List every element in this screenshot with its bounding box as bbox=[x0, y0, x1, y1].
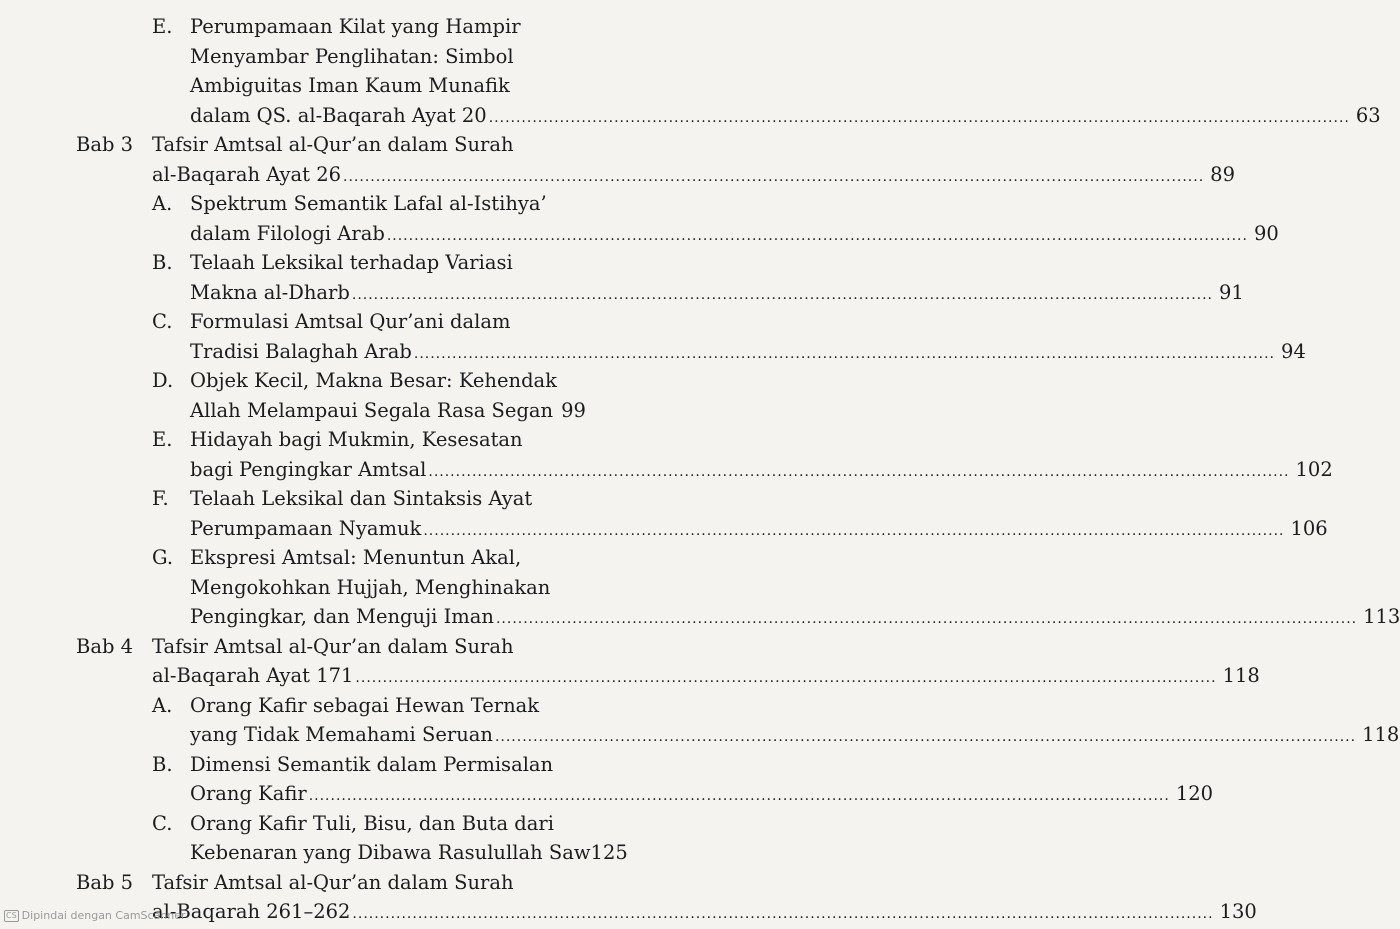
toc-entry-text: Objek Kecil, Makna Besar: Kehendak bbox=[190, 369, 557, 392]
section-letter: B. bbox=[152, 752, 173, 776]
page-number: 94 bbox=[1281, 339, 1306, 363]
section-title-line bbox=[190, 14, 521, 40]
chapter-title-line bbox=[152, 634, 514, 660]
page-number: 91 bbox=[1219, 280, 1244, 304]
page-number: 99 bbox=[561, 398, 586, 422]
section-letter: A. bbox=[152, 693, 173, 717]
leader-dots bbox=[352, 901, 1213, 927]
leader-dots bbox=[414, 341, 1275, 367]
leader-dots bbox=[355, 665, 1216, 691]
leader-dots bbox=[428, 459, 1289, 485]
leader-dots bbox=[496, 606, 1357, 632]
toc-entry-text: Orang Kafir bbox=[190, 782, 307, 805]
toc-entry-text: Hidayah bagi Mukmin, Kesesatan bbox=[190, 428, 523, 451]
section-title-line bbox=[190, 722, 1400, 750]
toc-entry-text: yang Tidak Memahami Seruan bbox=[190, 723, 493, 746]
toc-entry-text: Pengingkar, dan Menguji Iman bbox=[190, 605, 494, 628]
section-title-line bbox=[190, 604, 1400, 632]
page-number: 63 bbox=[1355, 103, 1381, 127]
section-letter: B. bbox=[152, 251, 173, 274]
toc-entry-text: Perumpamaan Kilat yang Hampir bbox=[190, 15, 521, 38]
toc-entry-text: Mengokohkan Hujjah, Menghinakan bbox=[190, 575, 551, 599]
page-number: 106 bbox=[1290, 516, 1328, 540]
section-title-line bbox=[190, 398, 586, 426]
page-number: 125 bbox=[590, 841, 628, 864]
section-title-line bbox=[190, 575, 550, 601]
toc-entry-text: bagi Pengingkar Amtsal bbox=[190, 457, 427, 481]
chapter-title-line bbox=[152, 870, 514, 896]
section-title-line bbox=[190, 752, 553, 778]
toc-entry-text: al-Baqarah Ayat 26 bbox=[152, 162, 342, 186]
chapter-label: Bab 3 bbox=[76, 133, 134, 156]
section-title-line bbox=[190, 693, 539, 719]
page-number: 89 bbox=[1210, 162, 1235, 186]
section-title-line bbox=[190, 545, 521, 571]
leader-dots bbox=[489, 105, 1350, 131]
section-title-line bbox=[190, 250, 513, 276]
page-number: 130 bbox=[1219, 900, 1257, 923]
section-letter: C. bbox=[152, 310, 173, 333]
page-number: 118 bbox=[1362, 723, 1400, 746]
section-title-line bbox=[190, 840, 628, 866]
chapter-title-line bbox=[152, 132, 514, 158]
toc-entry-text: al-Baqarah Ayat 171 bbox=[152, 664, 354, 687]
section-title-line bbox=[190, 103, 1381, 131]
section-title-line bbox=[190, 781, 1214, 809]
section-letter: D. bbox=[152, 369, 174, 392]
section-title-line bbox=[190, 339, 1306, 367]
section-letter: E. bbox=[152, 428, 173, 451]
section-title-line bbox=[190, 309, 511, 335]
section-title-line bbox=[190, 486, 532, 512]
toc-entry-text: dalam Filologi Arab bbox=[190, 221, 385, 245]
section-letter: G. bbox=[152, 546, 174, 569]
toc-entry-text: Dimensi Semantik dalam Permisalan bbox=[190, 752, 554, 776]
section-title-line bbox=[190, 427, 523, 453]
toc-entry-text: Formulasi Amtsal Qur’ani dalam bbox=[190, 310, 511, 333]
section-letter: C. bbox=[152, 811, 173, 835]
toc-entry-text: Ekspresi Amtsal: Menuntun Akal, bbox=[190, 546, 522, 569]
chapter-title-line bbox=[152, 899, 1257, 927]
leader-dots bbox=[495, 724, 1356, 750]
toc-entry-text: al-Baqarah 261–262 bbox=[152, 900, 351, 923]
page-number: 102 bbox=[1295, 457, 1333, 481]
toc-entry-text: Telaah Leksikal terhadap Variasi bbox=[190, 251, 513, 274]
section-letter: A. bbox=[152, 192, 173, 215]
leader-dots bbox=[343, 164, 1204, 190]
toc-entry-text: Orang Kafir Tuli, Bisu, dan Buta dari bbox=[190, 811, 554, 835]
toc-entry-text: Telaah Leksikal dan Sintaksis Ayat bbox=[190, 487, 533, 510]
toc-entry-text: Makna al-Dharb bbox=[190, 280, 350, 304]
toc-entry-text: Menyambar Penglihatan: Simbol bbox=[190, 44, 514, 68]
watermark-text: Dipindai dengan CamScanner bbox=[21, 909, 186, 922]
chapter-label: Bab 4 bbox=[76, 634, 134, 658]
section-title-line bbox=[190, 280, 1244, 308]
leader-dots bbox=[352, 282, 1213, 308]
toc-entry-text: Ambiguitas Iman Kaum Munafik bbox=[190, 74, 510, 97]
section-title-line bbox=[190, 221, 1279, 249]
page-number: 118 bbox=[1222, 664, 1260, 687]
leader-dots bbox=[309, 783, 1170, 809]
page-number: 113 bbox=[1363, 605, 1400, 628]
toc-entry-text: Tradisi Balaghah Arab bbox=[190, 339, 412, 363]
section-title-line bbox=[190, 191, 547, 217]
toc-entry-text: Tafsir Amtsal al-Qur’an dalam Surah bbox=[152, 870, 514, 894]
section-title-line bbox=[190, 73, 510, 99]
toc-entry-text: Spektrum Semantik Lafal al-Istihya’ bbox=[190, 192, 547, 215]
chapter-title-line bbox=[152, 663, 1260, 691]
section-title-line bbox=[190, 368, 557, 394]
section-letter: E. bbox=[152, 15, 173, 38]
leader-dots bbox=[423, 518, 1284, 544]
section-letter: F. bbox=[152, 487, 169, 510]
leader-dots bbox=[387, 223, 1248, 249]
toc-entry-text: Tafsir Amtsal al-Qur’an dalam Surah bbox=[152, 634, 514, 658]
toc-entry-text: Allah Melampaui Segala Rasa Segan bbox=[190, 398, 554, 422]
toc-entry-text: Kebenaran yang Dibawa Rasulullah Saw bbox=[190, 841, 591, 864]
chapter-label: Bab 5 bbox=[76, 870, 134, 894]
section-title-line bbox=[190, 44, 514, 70]
page-number: 120 bbox=[1175, 782, 1214, 805]
section-title-line bbox=[190, 811, 554, 837]
toc-entry-text: Perumpamaan Nyamuk bbox=[190, 516, 422, 540]
toc-entry-text: Tafsir Amtsal al-Qur’an dalam Surah bbox=[152, 133, 514, 156]
section-title-line bbox=[190, 457, 1333, 485]
camscanner-logo-icon: CS bbox=[6, 910, 17, 920]
chapter-title-line bbox=[152, 162, 1235, 190]
scanner-watermark bbox=[4, 909, 186, 922]
toc-entry-text: Orang Kafir sebagai Hewan Ternak bbox=[190, 693, 540, 717]
section-title-line bbox=[190, 516, 1328, 544]
toc-entry-text: dalam QS. al-Baqarah Ayat 20 bbox=[190, 103, 487, 127]
page-number: 90 bbox=[1253, 221, 1279, 245]
